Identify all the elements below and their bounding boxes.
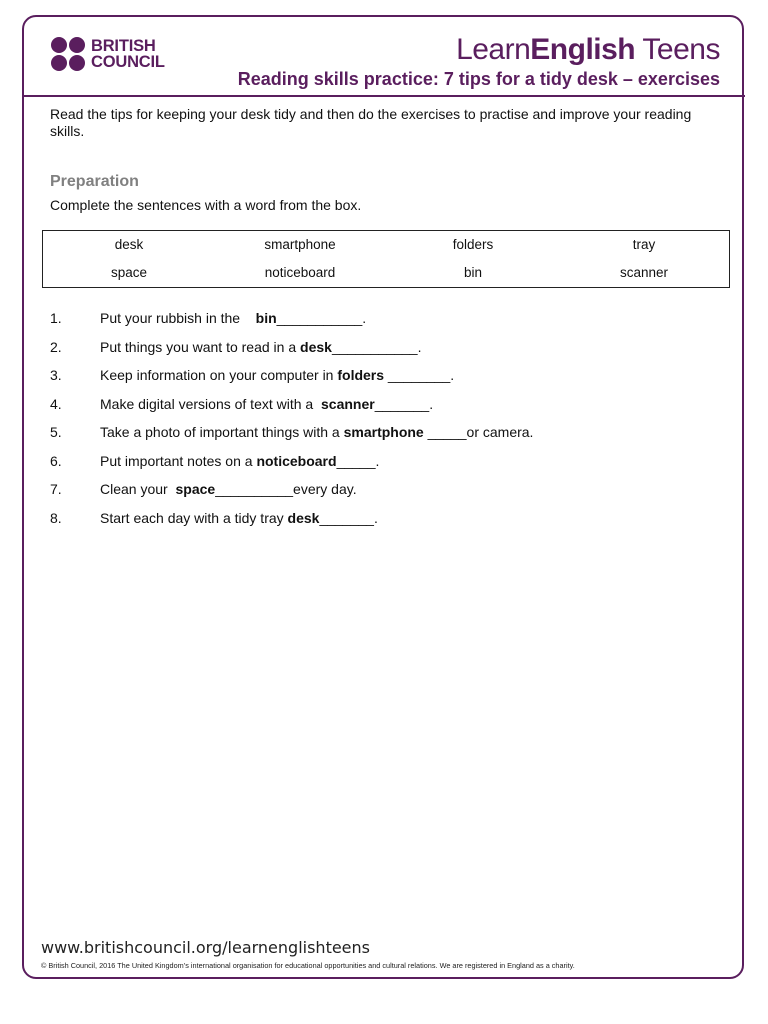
preparation-heading: Preparation <box>50 173 139 190</box>
learnenglish-teens-logo: LearnEnglish Teens <box>456 33 720 66</box>
brand-line-2: COUNCIL <box>91 53 165 71</box>
word-box-item: noticeboard <box>264 265 336 280</box>
intro-text: Read the tips for keeping your desk tidy and then do the exercises to practise and improve your reading skills. <box>50 106 692 139</box>
preparation-instruction: Complete the sentences with a word from the box. <box>50 197 362 213</box>
answer: bin <box>255 310 277 326</box>
brand-line-1: BRITISH <box>91 37 156 55</box>
british-council-logo <box>51 37 165 71</box>
word-box-item: desk <box>114 237 144 252</box>
word-box <box>42 230 730 288</box>
word-box-item: tray <box>632 237 656 252</box>
answer: smartphone <box>343 424 424 440</box>
footer-url[interactable]: www.britishcouncil.org/learnenglishteens <box>41 938 370 957</box>
word-box-item: smartphone <box>264 237 336 252</box>
answer: noticeboard <box>256 453 337 469</box>
page-border <box>22 15 744 979</box>
word-box-item: bin <box>463 265 483 280</box>
word-box-item: space <box>110 265 148 280</box>
answer: folders <box>337 367 385 383</box>
header-divider <box>23 95 745 97</box>
answer: desk <box>300 339 332 355</box>
answer: scanner <box>321 396 375 412</box>
british-council-dots-icon <box>51 37 85 71</box>
word-box-item: folders <box>452 237 494 252</box>
answer: space <box>175 481 216 497</box>
document-title: Reading skills practice: 7 tips for a tidy desk – exercises <box>237 69 720 89</box>
word-box-item: scanner <box>619 265 669 280</box>
footer-copyright: © British Council, 2016 The United Kingdom’s international organisation for educational opportunities and cultural relations. We are registered in England as a charity. <box>41 961 575 970</box>
answer: desk <box>287 510 320 526</box>
